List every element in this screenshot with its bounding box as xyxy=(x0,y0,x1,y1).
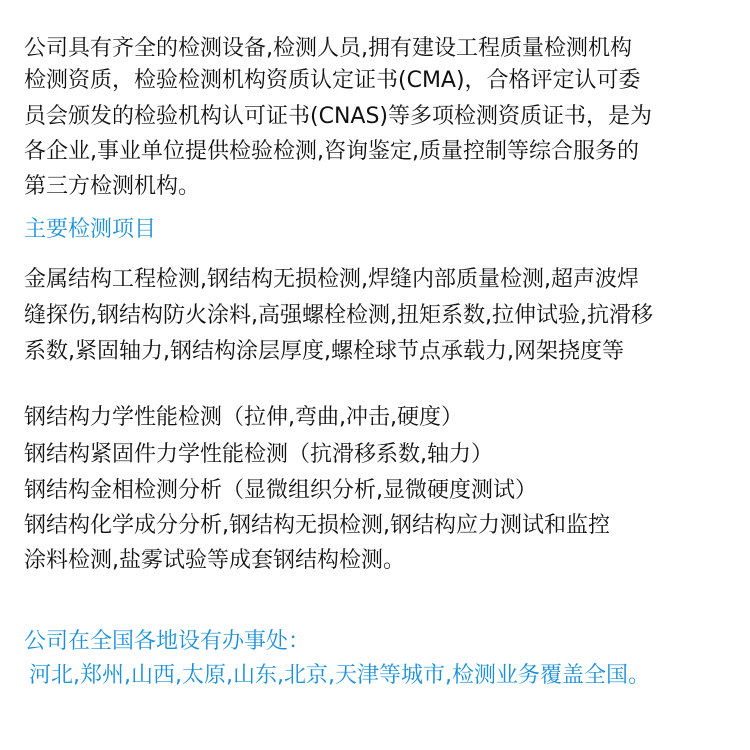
offices-heading: 公司在全国各地设有办事处： xyxy=(24,629,311,654)
intro-line-4: 各企业,事业单位提供检验检测,咨询鉴定,质量控制等综合服务的 xyxy=(24,139,639,164)
offices-cities: 河北,郑州,山西,太原,山东,北京,天津等城市,检测业务覆盖全国。 xyxy=(29,663,650,688)
intro-line-1: 公司具有齐全的检测设备,检测人员,拥有建设工程质量检测机构 xyxy=(24,36,632,61)
projects-line-2: 缝探伤,钢结构防火涂料,高强螺栓检测,扭矩系数,拉伸试验,抗滑移 xyxy=(24,303,653,328)
details-line-2: 钢结构紧固件力学性能检测（抗滑移系数,轴力） xyxy=(24,442,493,467)
details-line-4: 钢结构化学成分分析,钢结构无损检测,钢结构应力测试和监控 xyxy=(24,513,610,538)
intro-line-5: 第三方检测机构。 xyxy=(24,174,201,199)
intro-line-3: 员会颁发的检验机构认可证书(CNAS)等多项检测资质证书，是为 xyxy=(24,104,653,129)
details-line-3: 钢结构金相检测分析（显微组织分析,显微硬度测试） xyxy=(24,478,537,503)
details-line-1: 钢结构力学性能检测（拉伸,弯曲,冲击,硬度） xyxy=(24,405,463,430)
projects-line-1: 金属结构工程检测,钢结构无损检测,焊缝内部质量检测,超声波焊 xyxy=(24,267,639,292)
intro-line-2: 检测资质，检验检测机构资质认定证书(CMA)，合格评定认可委 xyxy=(24,68,641,93)
projects-heading: 主要检测项目 xyxy=(24,217,157,242)
projects-line-3: 系数,紧固轴力,钢结构涂层厚度,螺栓球节点承载力,网架挠度等 xyxy=(24,339,624,364)
details-line-5: 涂料检测,盐雾试验等成套钢结构检测。 xyxy=(24,548,405,573)
